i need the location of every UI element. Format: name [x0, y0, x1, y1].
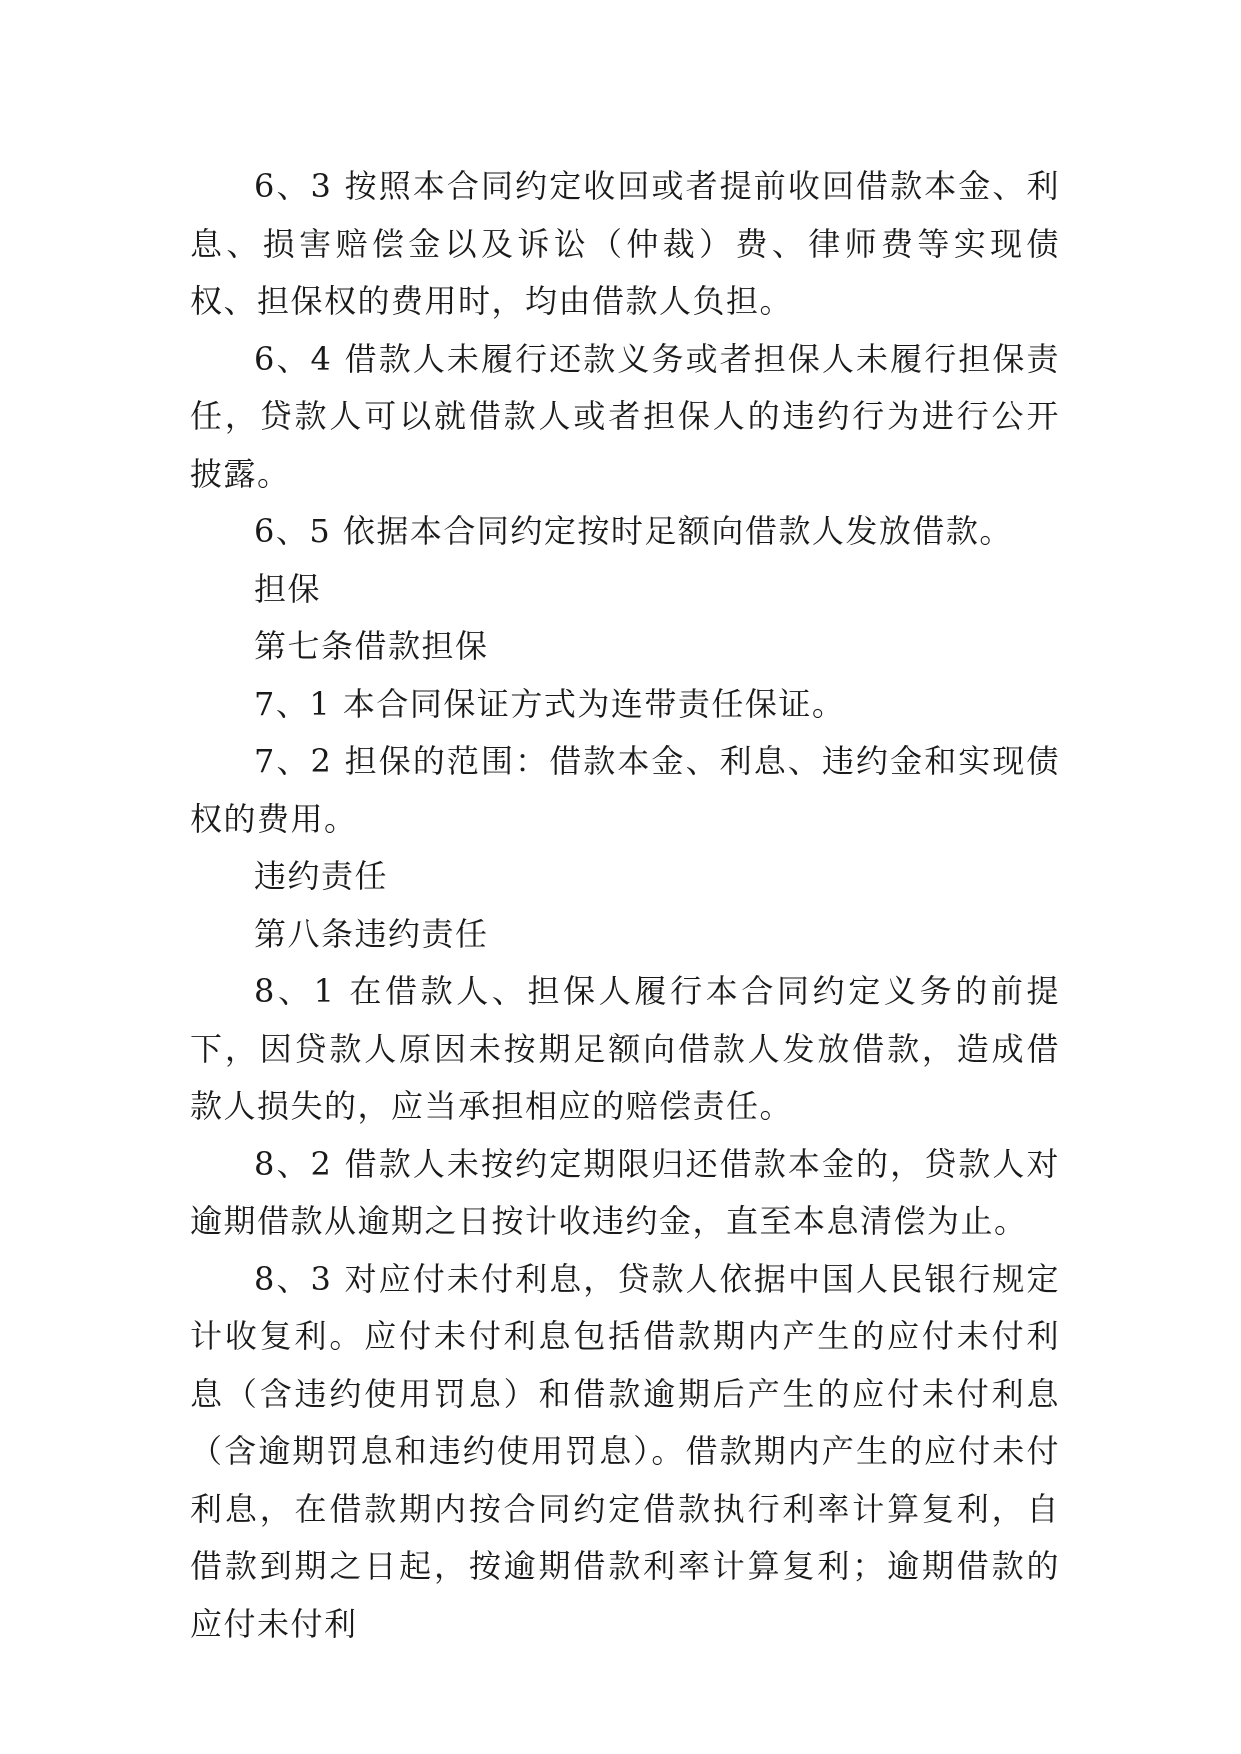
section-heading-liability: 违约责任 — [254, 857, 389, 895]
clause-8-1: 8、1 在借款人、担保人履行本合同约定义务的前提下，因贷款人原因未按期足额向借款人发放借款，造成借款人损失的，应当承担相应的赔偿责任。 — [190, 972, 1060, 1125]
clause-6-4: 6、4 借款人未履行还款义务或者担保人未履行担保责任，贷款人可以就借款人或者担保人的违约行为进行公开披露。 — [190, 339, 1060, 493]
clause-7-2: 7、2 担保的范围：借款本金、利息、违约金和实现债权的费用。 — [190, 742, 1060, 838]
clause-7-1: 7、1 本合同保证方式为连带责任保证。 — [254, 684, 846, 723]
clause-8-2: 8、2 借款人未按约定期限归还借款本金的，贷款人对逾期借款从逾期之日按计收违约金，直至本息清偿为止。 — [190, 1144, 1060, 1240]
clause-8-3: 8、3 对应付未付利息，贷款人依据中国人民银行规定计收复利。应付未付利息包括借款期内产生的应付未付利息（含违约使用罚息）和借款逾期后产生的应付未付利息（含逾期罚息和违约使用罚息）。借款期内产生的应付未付利息，在借款期内按合同约定借款执行利率计算复利，自借款到期之日起，按逾期借款利率计算复利；逾期借款的应付未付利 — [190, 1259, 1060, 1643]
article-7-title: 第七条借款担保 — [254, 627, 489, 665]
section-heading-guarantee: 担保 — [254, 569, 322, 608]
clause-6-5: 6、5 依据本合同约定按时足额向借款人发放借款。 — [254, 512, 1013, 550]
article-8-title: 第八条违约责任 — [254, 914, 489, 953]
clause-6-3: 6、3 按照本合同约定收回或者提前收回借款本金、利息、损害赔偿金以及诉讼（仲裁）费、律师费等实现债权、担保权的费用时，均由借款人负担。 — [190, 167, 1060, 320]
document-body — [190, 158, 1060, 1653]
